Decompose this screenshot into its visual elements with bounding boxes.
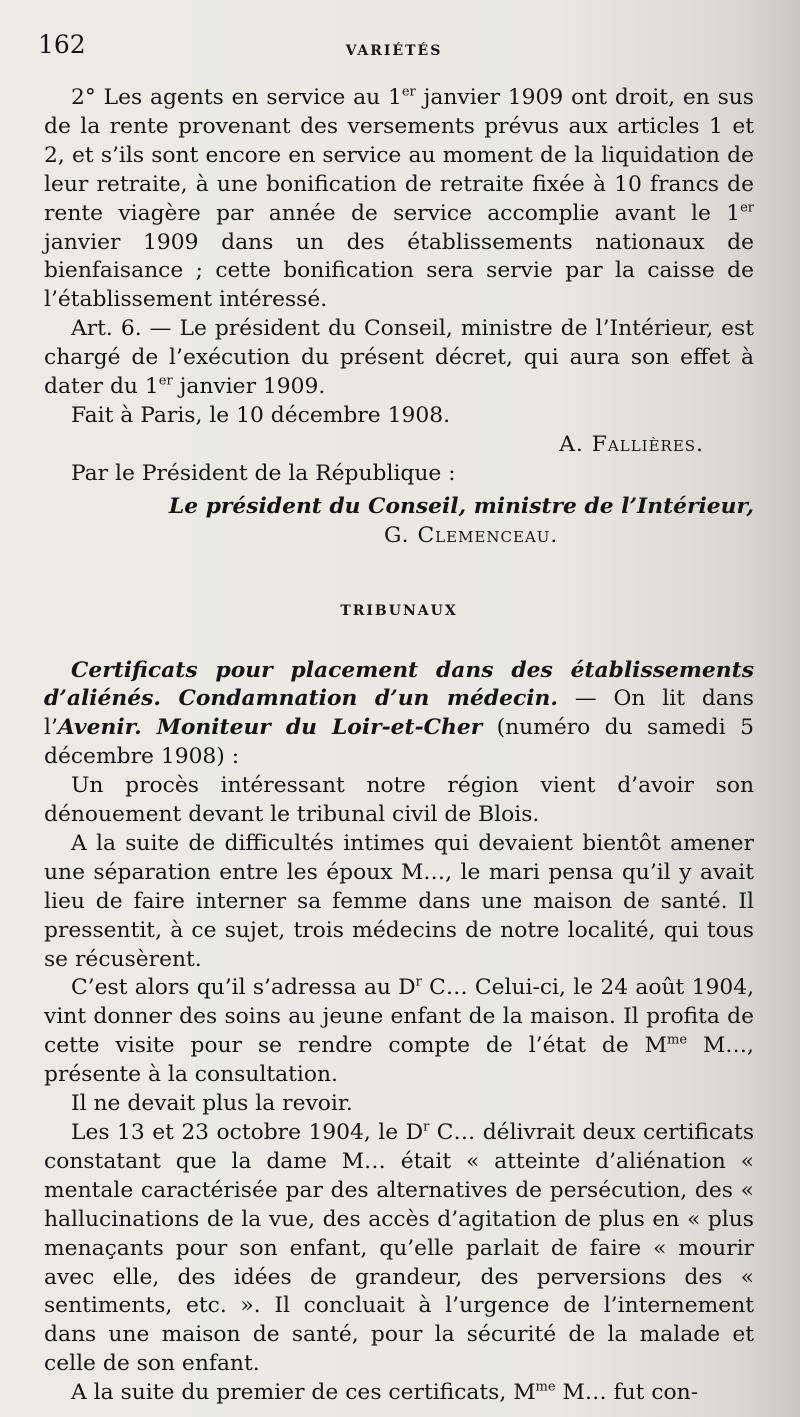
page-body — [44, 84, 754, 1408]
paragraph-proces: Un procès intéressant notre région vient d’avoir son dénouement devant le tribunal civil de Blois. — [44, 773, 754, 828]
signature-clemenceau: G. Clemenceau. — [384, 522, 559, 548]
par-le-president-line: Par le Président de la République : — [71, 460, 456, 486]
running-head: VARIÉTÉS — [345, 43, 443, 59]
paragraph-certificats-intro: Certificats pour placement dans des établissements d’aliénés. Condamnation d’un médecin. — On lit dans l’Avenir. Moniteur du Loir-et-Cher (numéro du samedi 5 décembre 1908) : — [44, 657, 754, 770]
paragraph-dr-c-visit: C’est alors qu’il s’adressa au $D^r$ C… Celui-ci, le 24 août 1904, vint donner des soins au jeune enfant de la maison. Il profita de cette visite pour se rendre compte de l’état de $M^{me}$ M…, présente à la consultation. — [44, 975, 754, 1088]
signature-fallieres: A. Fallières. — [559, 431, 704, 457]
signature-title-line: Le président du Conseil, ministre de l’Intérieur, — [168, 493, 754, 519]
page-header — [38, 30, 750, 64]
paragraph-plus-la-revoir: Il ne devait plus la revoir. — [71, 1091, 353, 1117]
paragraph-premier-certificat: A la suite du premier de ces certificats, $M^{me}$ M… fut con- — [71, 1379, 699, 1406]
paragraph-article-5-item-2: 2° Les agents en service au 1er janvier 1909 ont droit, en sus de la rente provenant des versements prévus aux articles 1 et 2, et s’ils sont encore en service au moment de la liquidation de leur retraite, à une bonification de retraite fixée à 10 francs de rente viagère par année de service accomplie avant le 1er janvier 1909 dans un des établissements nationaux de bienfaisance ; cette bonification sera servie par la caisse de l’établissement intéressé. — [44, 84, 754, 313]
decree-date-line: Fait à Paris, le 10 décembre 1908. — [71, 402, 451, 428]
page-number: 162 — [38, 30, 86, 59]
section-heading-tribunaux: TRIBUNAUX — [340, 602, 458, 619]
paragraph-article-6: Art. 6. — Le président du Conseil, ministre de l’Intérieur, est chargé de l’exécution du présent décret, qui aura son effet à dater du 1er janvier 1909. — [44, 316, 754, 400]
paragraph-difficultes: A la suite de difficultés intimes qui devaient bientôt amener une séparation entre les époux M…, le mari pensa qu’il y avait lieu de faire interner sa femme dans une maison de santé. Il pressentit, à ce sujet, trois médecins de notre localité, qui tous se récusèrent. — [44, 830, 754, 972]
paragraph-certificats-octobre: Les 13 et 23 octobre 1904, le $D^r$ C… délivrait deux certificats constatant que la dame M… était « atteinte d’aliénation « mentale caractérisée par des alternatives de persécution, des « hallucinations de la vue, des accès d’agitation de plus en « plus menaçants pour son enfant, qu’elle parlait de faire « mourir avec elle, des idées de grandeur, des perversions des « sentiments, etc. ». Il concluait à l’urgence de l’internement dans une maison de santé, pour la sécurité de la malade et celle de son enfant. — [44, 1119, 754, 1377]
